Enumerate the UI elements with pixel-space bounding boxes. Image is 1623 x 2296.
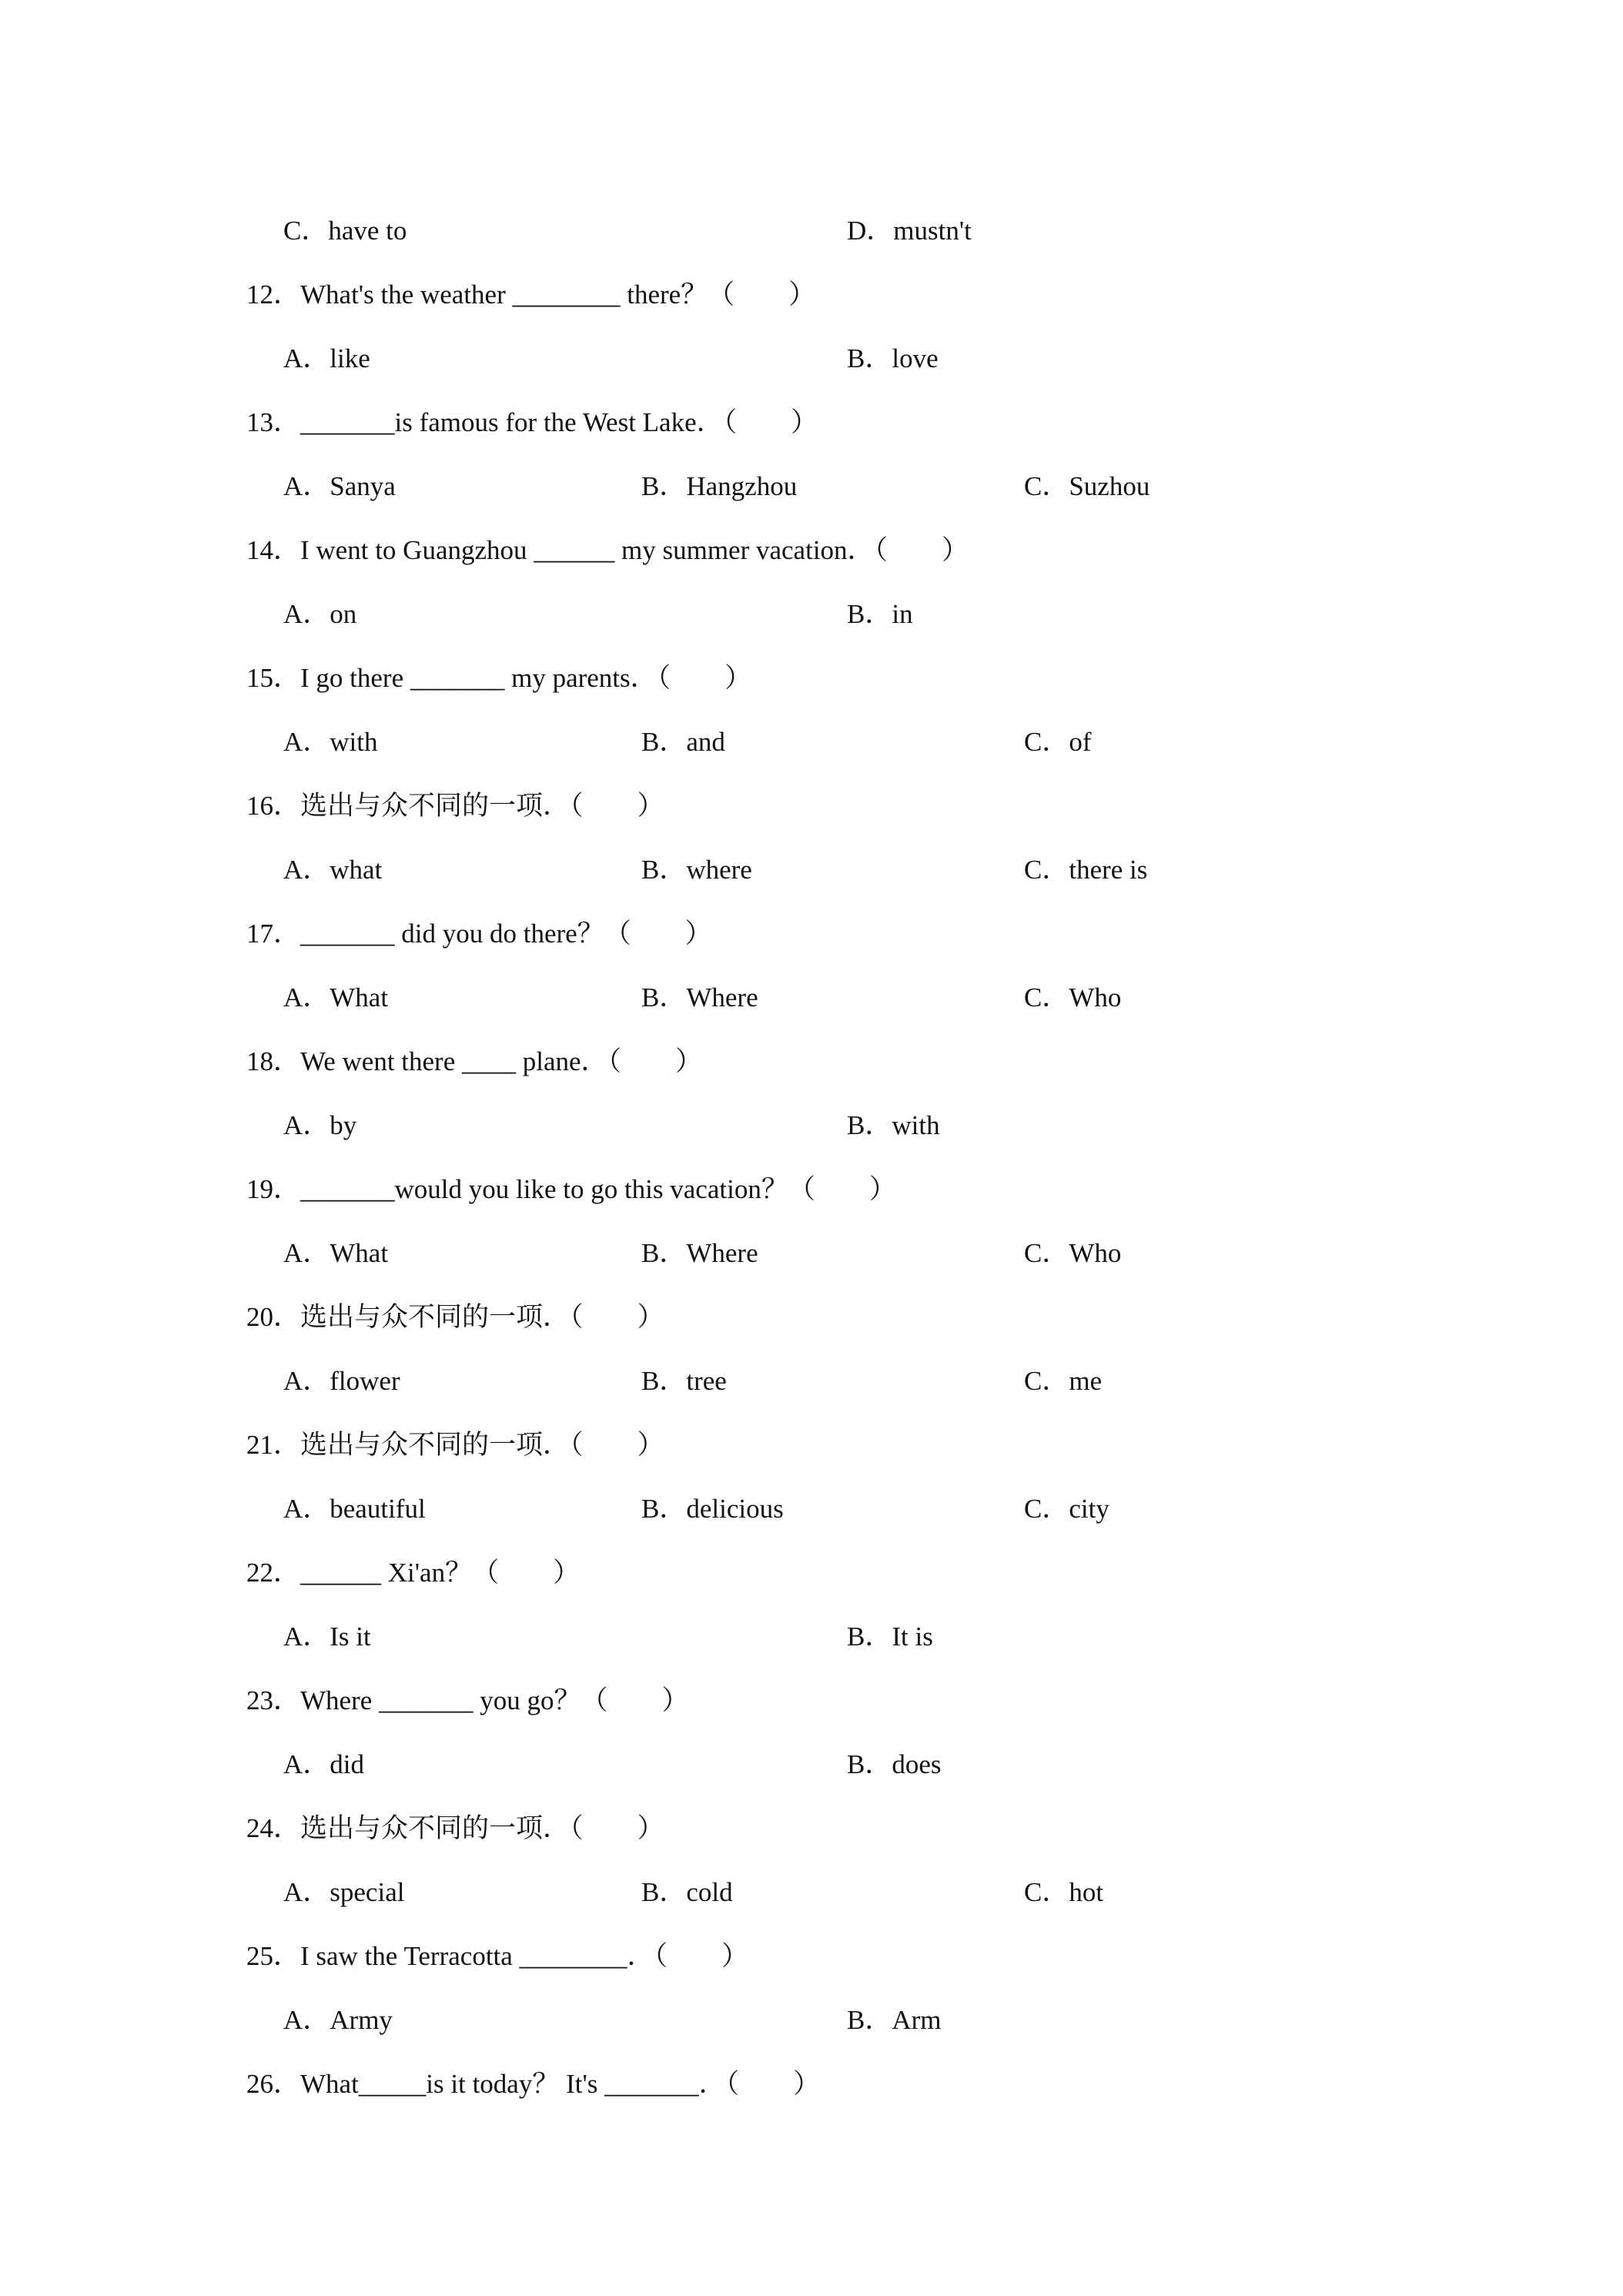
option-b: B．Arm <box>847 2005 942 2035</box>
options-row <box>0 1614 1623 1660</box>
question-12 <box>0 272 1623 318</box>
option-a: A．did <box>283 1749 365 1779</box>
question-text: 12．What's the weather ________ there？（ ） <box>246 279 816 310</box>
options-row <box>0 464 1623 510</box>
question-26 <box>0 2061 1623 2107</box>
option-a: A．flower <box>283 1366 400 1396</box>
option-b: B．It is <box>847 1622 933 1652</box>
options-row <box>0 591 1623 638</box>
question-text: 20．选出与众不同的一项．（ ） <box>246 1302 664 1332</box>
options-row <box>0 1103 1623 1149</box>
question-14 <box>0 527 1623 574</box>
option-b: B．where <box>641 855 752 885</box>
question-text: 24．选出与众不同的一项．（ ） <box>246 1813 664 1843</box>
question-text: 26．What_____is it today？ It's _______．（ ） <box>246 2069 821 2099</box>
question-20 <box>0 1294 1623 1340</box>
question-text: 21．选出与众不同的一项．（ ） <box>246 1430 664 1460</box>
question-18 <box>0 1039 1623 1085</box>
option-b: B．with <box>847 1110 940 1140</box>
option-c: C．city <box>1024 1494 1109 1524</box>
options-row <box>0 336 1623 382</box>
option-c: C．have to <box>283 216 407 246</box>
question-15 <box>0 655 1623 701</box>
question-22 <box>0 1550 1623 1596</box>
option-b: B．tree <box>641 1366 727 1396</box>
option-a: A．What <box>283 1238 389 1268</box>
question-text: 17．_______ did you do there？（ ） <box>246 919 712 949</box>
question-text: 18．We went there ____ plane．（ ） <box>246 1046 703 1076</box>
question-17 <box>0 911 1623 957</box>
option-a: A．beautiful <box>283 1494 426 1524</box>
question-text: 14．I went to Guangzhou ______ my summer vacation．（ ） <box>246 535 969 565</box>
options-row <box>0 1742 1623 1788</box>
question-21 <box>0 1422 1623 1468</box>
option-b: B．Hangzhou <box>641 471 798 501</box>
options-row <box>0 1997 1623 2043</box>
question-24 <box>0 1806 1623 1852</box>
question-16 <box>0 783 1623 829</box>
option-b: B．love <box>847 343 939 373</box>
question-23 <box>0 1678 1623 1724</box>
option-a: A．what <box>283 855 383 885</box>
option-a: A．like <box>283 343 370 373</box>
question-text: 15．I go there _______ my parents．（ ） <box>246 663 752 693</box>
option-a: A．by <box>283 1110 357 1140</box>
option-c: C．of <box>1024 727 1092 757</box>
option-a: A．Army <box>283 2005 393 2035</box>
question-text: 23．Where _______ you go？（ ） <box>246 1685 689 1715</box>
options-row <box>0 975 1623 1021</box>
option-b: B．Where <box>641 982 758 1012</box>
question-text: 16．选出与众不同的一项．（ ） <box>246 791 664 821</box>
option-b: B．in <box>847 599 913 629</box>
option-d: D．mustn't <box>847 216 972 246</box>
option-c: C．hot <box>1024 1877 1104 1907</box>
question-25 <box>0 1933 1623 1980</box>
option-c: C．Who <box>1024 1238 1122 1268</box>
options-row <box>0 1486 1623 1532</box>
question-text: 25．I saw the Terracotta ________．（ ） <box>246 1941 749 1971</box>
option-a: A．Is it <box>283 1622 371 1652</box>
question-13 <box>0 400 1623 446</box>
option-a: A．What <box>283 982 389 1012</box>
option-a: A．with <box>283 727 378 757</box>
option-c: C．there is <box>1024 855 1148 885</box>
option-b: B．Where <box>641 1238 758 1268</box>
options-row <box>0 719 1623 765</box>
option-b: B．delicious <box>641 1494 784 1524</box>
question-text: 22．______ Xi'an？（ ） <box>246 1558 581 1588</box>
option-a: A．Sanya <box>283 471 396 501</box>
option-b: B．cold <box>641 1877 733 1907</box>
question-text: 19．_______would you like to go this vacation？（ ） <box>246 1174 896 1204</box>
options-row <box>0 1230 1623 1277</box>
question-text: 13．_______is famous for the West Lake．（ ） <box>246 407 818 437</box>
options-row <box>0 208 1623 254</box>
option-c: C．Suzhou <box>1024 471 1150 501</box>
option-c: C．me <box>1024 1366 1103 1396</box>
option-a: A．special <box>283 1877 405 1907</box>
option-b: B．does <box>847 1749 942 1779</box>
options-row <box>0 847 1623 893</box>
question-19 <box>0 1166 1623 1213</box>
option-a: A．on <box>283 599 357 629</box>
options-row <box>0 1358 1623 1404</box>
option-b: B．and <box>641 727 725 757</box>
option-c: C．Who <box>1024 982 1122 1012</box>
options-row <box>0 1869 1623 1916</box>
